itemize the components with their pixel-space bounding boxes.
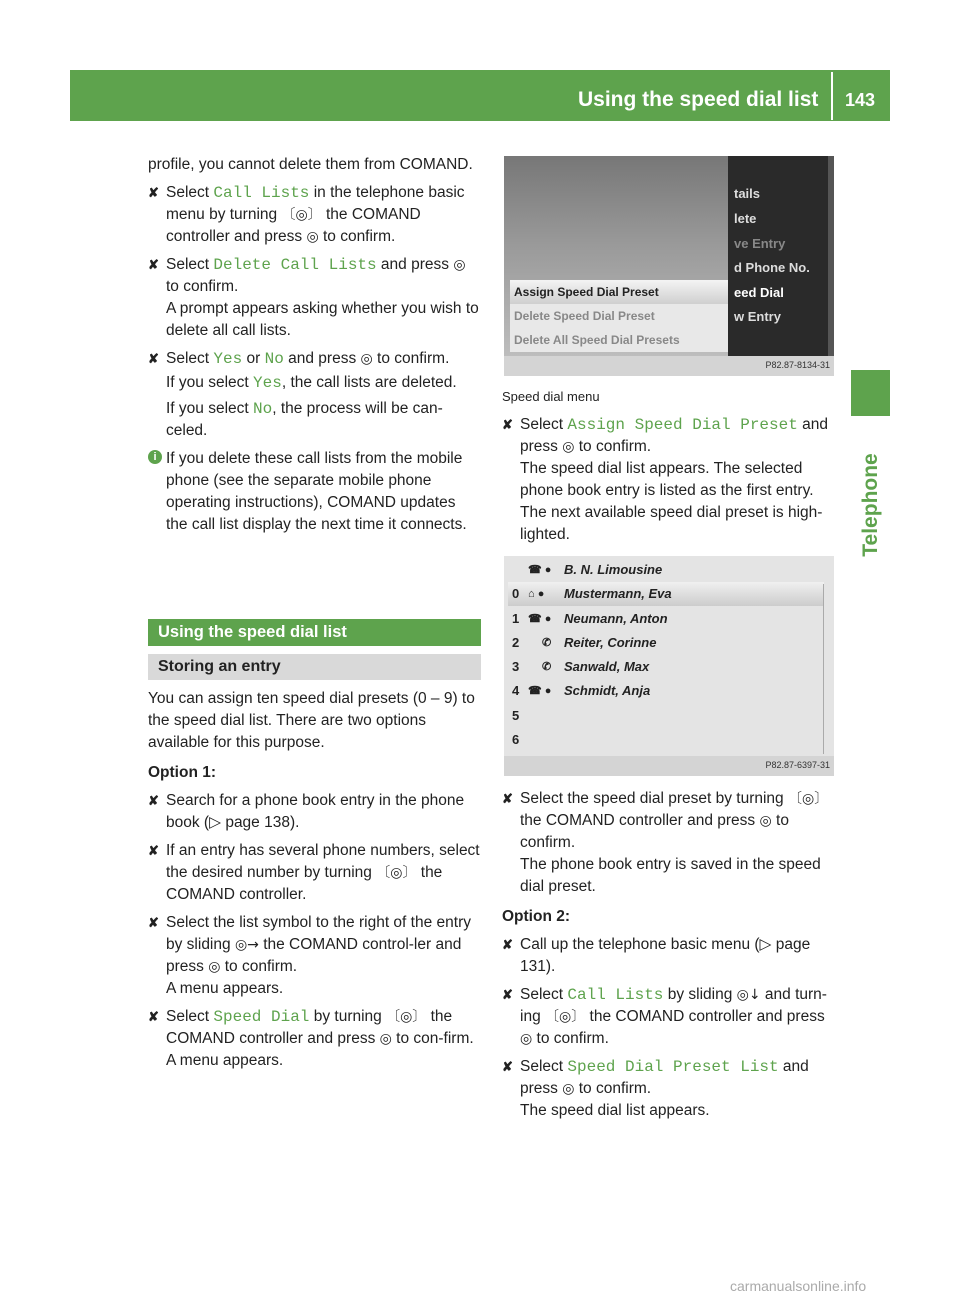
step-select-preset: ✘ Select the speed dial preset by turning 〔◎〕 the COMAND controller and press ◎ to confirm. The phone book entry is saved in the speed dial preset. xyxy=(502,790,829,895)
menu-item-delete-all[interactable]: Delete All Speed Dial Presets xyxy=(510,328,728,352)
controller-press-icon: ◎ xyxy=(759,813,772,829)
left-column-bottom xyxy=(148,688,481,1072)
bg-menu-item: lete xyxy=(734,211,757,226)
speed-dial-menu-screenshot xyxy=(504,156,834,376)
page-number: 143 xyxy=(845,90,876,110)
step-speed-dial-preset-list: ✘ Select Speed Dial Preset List and press ◎ to confirm. The speed dial list appears. xyxy=(502,1058,809,1119)
home-icon: ⌂ ● xyxy=(528,588,545,600)
yes-result: If you select Yes, the call lists are deleted. xyxy=(166,374,457,392)
menu-item-assign[interactable]: Assign Speed Dial Preset xyxy=(510,280,728,304)
option1-label: Option 1: xyxy=(148,764,217,781)
figure-code: P82.87-6397-31 xyxy=(765,760,830,770)
controller-slide-down-icon: ◎↓ xyxy=(736,987,761,1003)
page-header-title: Using the speed dial list xyxy=(578,88,819,111)
controller-turn-icon: 〔◎〕 xyxy=(386,1009,427,1025)
bg-menu-item: ve Entry xyxy=(734,236,786,251)
sub-heading: Storing an entry xyxy=(148,654,481,680)
watermark: carmanualsonline.info xyxy=(730,1278,867,1294)
controller-turn-icon: 〔◎〕 xyxy=(787,791,829,807)
speed-dial-list-screenshot xyxy=(504,556,834,776)
left-column-top xyxy=(148,154,481,536)
list-item[interactable]: ☎ ● B. N. Limousine xyxy=(508,558,824,582)
controller-turn-icon: 〔◎〕 xyxy=(545,1009,586,1025)
list-item[interactable]: 6 xyxy=(512,732,520,747)
controller-press-icon: ◎ xyxy=(208,959,221,975)
mobile-icon: ✆ xyxy=(542,661,552,673)
right-column-bottom xyxy=(502,788,836,1122)
chapter-label: Telephone xyxy=(859,453,882,557)
list-item[interactable]: 4 ☎ ● Schmidt, Anja xyxy=(508,679,824,703)
list-item[interactable]: 0 ⌂ ● Mustermann, Eva xyxy=(508,582,824,606)
list-item[interactable]: 5 xyxy=(512,708,520,723)
controller-slide-icon: ◎→ xyxy=(234,937,259,953)
step-delete-call-lists: ✘ Select Delete Call Lists and press ◎ to confirm. A prompt appears asking whether you wish to delete all call lists. xyxy=(148,256,479,339)
step-select-call-lists: ✘ Select Call Lists in the telephone basic menu by turning 〔◎〕 the COMAND controller and press ◎ to confirm. xyxy=(148,184,465,245)
header-divider xyxy=(831,72,833,120)
info-note: i If you delete these call lists from the mobile phone (see the separate mobile phone operating instructions), COMAND updates the call list display the next time it connects. xyxy=(148,448,481,536)
option2-label: Option 2: xyxy=(502,908,571,925)
bg-menu-item: d Phone No. xyxy=(734,260,810,275)
controller-turn-icon: 〔◎〕 xyxy=(281,207,322,223)
intro-paragraph: You can assign ten speed dial presets (0 – 9) to the speed dial list. There are two options available for this purpose. xyxy=(148,690,475,751)
intro-text: profile, you cannot delete them from COMAND. xyxy=(148,156,473,173)
bg-menu-item: eed Dial xyxy=(734,285,784,300)
step-select-number: ✘ If an entry has several phone numbers, select the desired number by turning 〔◎〕 the COMAND controller. xyxy=(148,842,480,903)
scrollbar[interactable] xyxy=(823,584,832,754)
right-column-top xyxy=(502,386,836,546)
controller-press-icon: ◎ xyxy=(562,1081,575,1097)
controller-press-icon: ◎ xyxy=(562,439,575,455)
controller-press-icon: ◎ xyxy=(360,351,373,367)
step-select-call-lists-2: ✘ Select Call Lists by sliding ◎↓ and turn-ing 〔◎〕 the COMAND controller and press ◎ to confirm. xyxy=(502,986,827,1047)
menu-item-delete[interactable]: Delete Speed Dial Preset xyxy=(510,304,728,328)
no-result: If you select No, the process will be can-celed. xyxy=(166,400,443,439)
controller-turn-icon: 〔◎〕 xyxy=(376,865,417,881)
figure-caption: Speed dial menu xyxy=(502,389,600,404)
section-heading: Using the speed dial list xyxy=(148,619,481,646)
phone-icon: ☎ ● xyxy=(528,685,552,697)
info-icon: i xyxy=(148,450,162,464)
controller-press-icon: ◎ xyxy=(453,257,466,273)
list-item[interactable]: 1 ☎ ● Neumann, Anton xyxy=(508,607,824,631)
step-speed-dial: ✘ Select Speed Dial by turning 〔◎〕 the COMAND controller and press ◎ to con-firm. A menu appears. xyxy=(148,1008,474,1069)
bg-menu-item: tails xyxy=(734,186,761,201)
step-list-symbol: ✘ Select the list symbol to the right of the entry by sliding ◎→ the COMAND control-ler and press ◎ to confirm. A menu appears. xyxy=(148,914,471,997)
controller-press-icon: ◎ xyxy=(306,229,319,245)
bg-menu-item: w Entry xyxy=(734,309,781,324)
phone-icon: ☎ ● xyxy=(528,613,552,625)
step-select-yes-no: ✘ Select Yes or No and press ◎ to confirm. xyxy=(148,350,450,368)
step-search-entry: ✘ Search for a phone book entry in the phone book (▷ page 138). xyxy=(148,792,465,831)
step-assign-preset: ✘ Select Assign Speed Dial Preset and press ◎ to confirm. The speed dial list appears. The selected phone book entry is listed as the first entry. The next available speed dial preset is high-lighted. xyxy=(502,416,828,543)
phone-icon: ☎ ● xyxy=(528,564,552,576)
mobile-icon: ✆ xyxy=(542,637,552,649)
controller-press-icon: ◎ xyxy=(379,1031,392,1047)
figure-code: P82.87-8134-31 xyxy=(765,360,830,370)
list-item[interactable]: 3 ✆ Sanwald, Max xyxy=(508,655,824,679)
step-call-basic-menu: ✘ Call up the telephone basic menu (▷ page 131). xyxy=(502,936,811,975)
list-item[interactable]: 2 ✆ Reiter, Corinne xyxy=(508,631,824,655)
chapter-tab xyxy=(851,370,890,416)
controller-press-icon: ◎ xyxy=(520,1031,533,1047)
